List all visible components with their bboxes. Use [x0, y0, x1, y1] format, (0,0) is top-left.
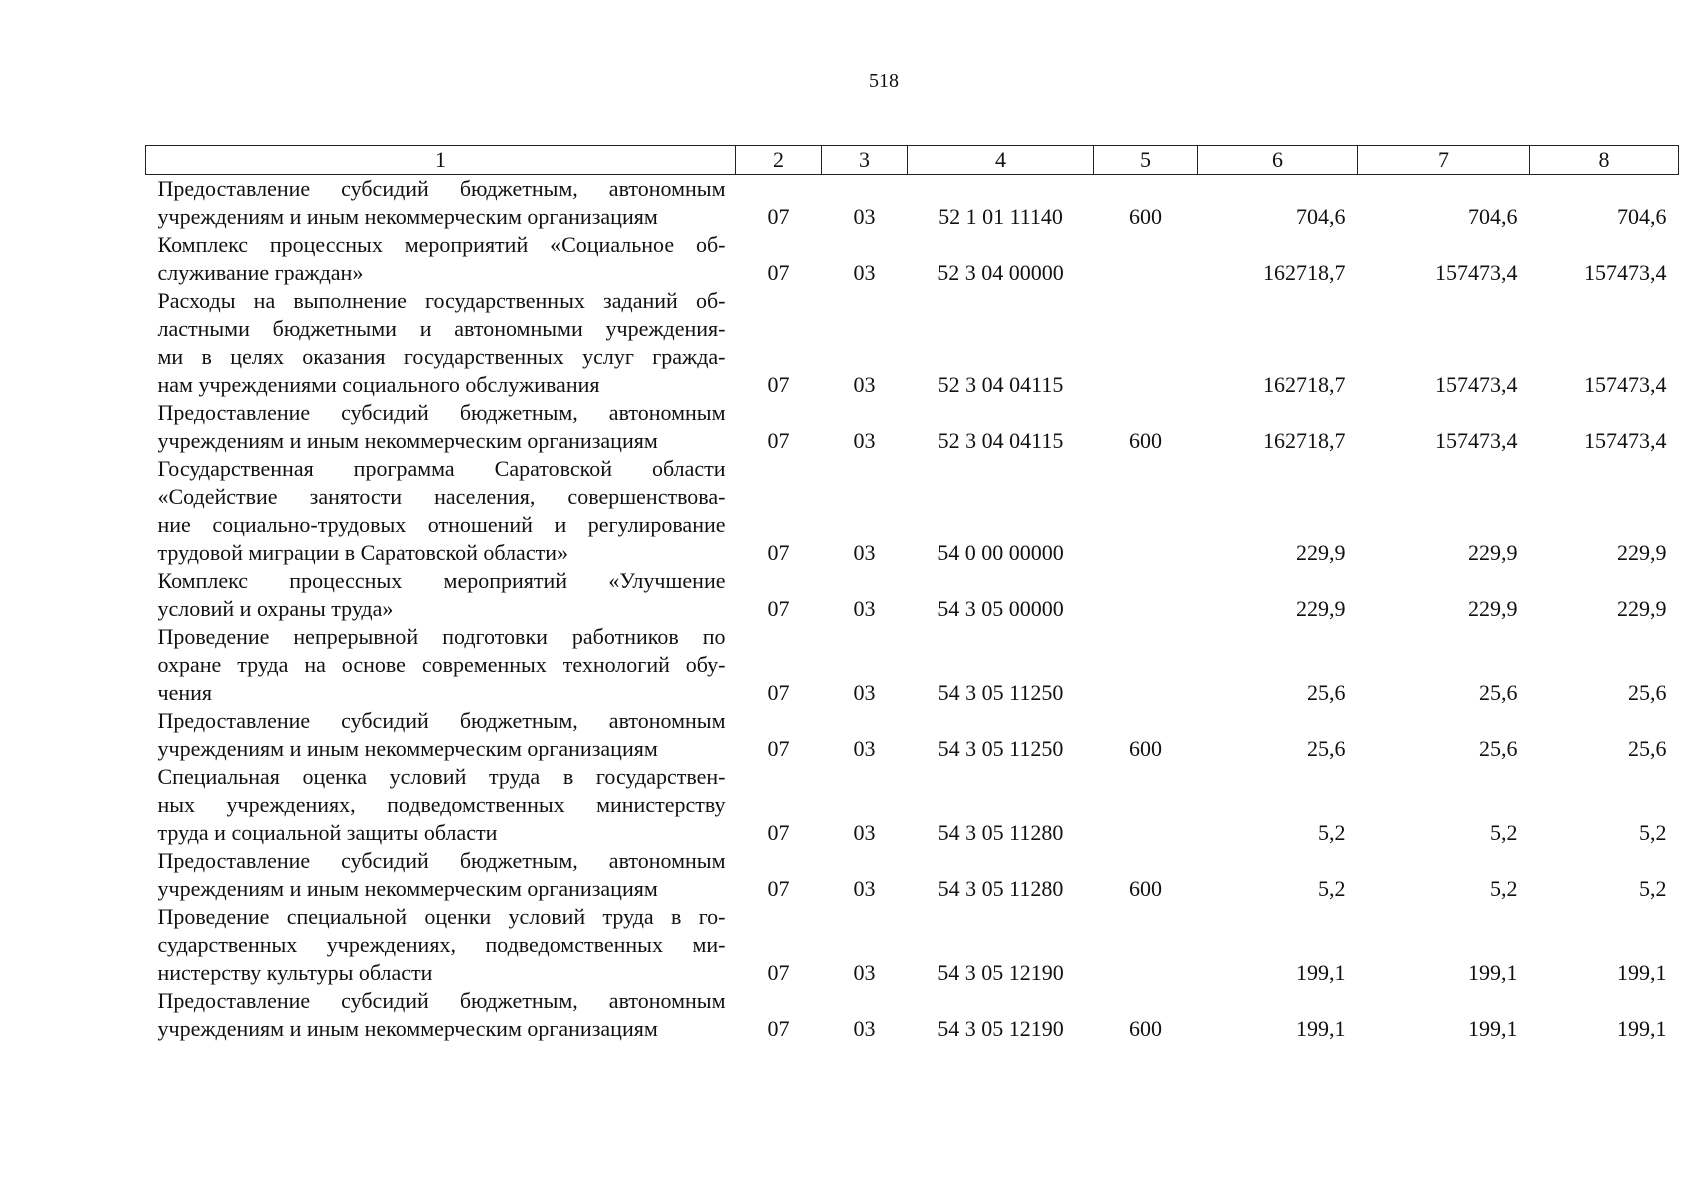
subsection-code: 03: [853, 428, 876, 453]
description-line: Комплекс процессных мероприятий «Социальное об-: [157, 232, 726, 257]
expense-type-code: [1094, 567, 1198, 623]
target-article-code: 52 3 04 04115: [937, 372, 1064, 397]
amount-col-7: 5,2: [1490, 820, 1518, 845]
table-row: [146, 707, 1679, 763]
header-row: [146, 146, 1679, 175]
expense-type-code: [1094, 455, 1198, 567]
section-code: 07: [767, 204, 790, 229]
table-row: [146, 231, 1679, 287]
description-line: учреждениям и иным некоммерческим организациям: [157, 876, 658, 901]
amount-col-8: 5,2: [1639, 820, 1667, 845]
expense-type-code: [1094, 903, 1198, 987]
amount-col-7: 157473,4: [1435, 428, 1518, 453]
amount-col-7: 199,1: [1468, 1016, 1518, 1041]
subsection-code: 03: [853, 960, 876, 985]
subsection-code: 03: [853, 596, 876, 621]
section-code: 07: [767, 260, 790, 285]
subsection-code: 03: [853, 876, 876, 901]
subsection-code: 03: [853, 204, 876, 229]
column-header: 6: [1198, 146, 1358, 175]
table-row: [146, 847, 1679, 903]
target-article-code: 54 3 05 12190: [937, 960, 1064, 985]
description-line: нистерству культуры области: [157, 960, 433, 985]
description-line: Комплекс процессных мероприятий «Улучшение: [157, 568, 726, 593]
amount-col-7: 157473,4: [1435, 260, 1518, 285]
row-description: [146, 567, 736, 623]
table-row: [146, 763, 1679, 847]
target-article-code: 54 3 05 11280: [937, 876, 1064, 901]
subsection-code: 03: [853, 260, 876, 285]
section-code: 07: [767, 1016, 790, 1041]
amount-col-6: 5,2: [1318, 820, 1346, 845]
section-code: 07: [767, 820, 790, 845]
target-article-code: 54 0 00 00000: [937, 540, 1064, 565]
target-article-code: 54 3 05 12190: [937, 1016, 1064, 1041]
table-row: [146, 175, 1679, 232]
row-description: [146, 399, 736, 455]
section-code: 07: [767, 372, 790, 397]
column-header: 1: [146, 146, 736, 175]
description-line: Проведение непрерывной подготовки работников по: [157, 624, 726, 649]
description-line: учреждениям и иным некоммерческим организациям: [157, 428, 658, 453]
amount-col-6: 5,2: [1318, 876, 1346, 901]
amount-col-8: 199,1: [1617, 1016, 1667, 1041]
row-description: [146, 987, 736, 1043]
row-description: [146, 287, 736, 399]
target-article-code: 54 3 05 00000: [937, 596, 1064, 621]
amount-col-6: 199,1: [1296, 1016, 1346, 1041]
description-line: Расходы на выполнение государственных заданий об-: [157, 288, 726, 313]
description-line: учреждениям и иным некоммерческим организациям: [157, 204, 658, 229]
amount-col-7: 199,1: [1468, 960, 1518, 985]
description-line: Предоставление субсидий бюджетным, автономным: [157, 988, 726, 1013]
subsection-code: 03: [853, 372, 876, 397]
amount-col-8: 5,2: [1639, 876, 1667, 901]
row-description: [146, 847, 736, 903]
subsection-code: 03: [853, 1016, 876, 1041]
column-header: 7: [1358, 146, 1530, 175]
subsection-code: 03: [853, 680, 876, 705]
expense-type-code: 600: [1129, 736, 1162, 761]
description-line: Предоставление субсидий бюджетным, автономным: [157, 176, 726, 201]
description-line: учреждениям и иным некоммерческим организациям: [157, 1016, 658, 1041]
amount-col-8: 157473,4: [1584, 372, 1667, 397]
target-article-code: 54 3 05 11250: [937, 680, 1064, 705]
description-line: труда и социальной защиты области: [157, 820, 498, 845]
table-body: [146, 175, 1679, 1044]
amount-col-8: 199,1: [1617, 960, 1667, 985]
expense-type-code: 600: [1129, 428, 1162, 453]
row-description: [146, 903, 736, 987]
budget-table: [145, 145, 1679, 1043]
expense-type-code: 600: [1129, 876, 1162, 901]
section-code: 07: [767, 876, 790, 901]
description-line: Проведение специальной оценки условий труда в го-: [157, 904, 726, 929]
amount-col-8: 704,6: [1617, 204, 1667, 229]
table-row: [146, 623, 1679, 707]
description-line: ластными бюджетными и автономными учреждения-: [157, 316, 726, 341]
description-line: Предоставление субсидий бюджетным, автономным: [157, 848, 726, 873]
amount-col-6: 162718,7: [1263, 372, 1346, 397]
amount-col-6: 25,6: [1307, 680, 1346, 705]
expense-type-code: [1094, 763, 1198, 847]
description-line: сударственных учреждениях, подведомственных ми-: [157, 932, 726, 957]
description-line: охране труда на основе современных технологий обу-: [157, 652, 726, 677]
amount-col-8: 25,6: [1628, 680, 1667, 705]
target-article-code: 52 1 01 11140: [938, 204, 1063, 229]
column-header: 2: [736, 146, 822, 175]
row-description: [146, 231, 736, 287]
table-row: [146, 987, 1679, 1043]
amount-col-6: 162718,7: [1263, 428, 1346, 453]
description-line: трудовой миграции в Саратовской области»: [157, 540, 568, 565]
page-number: 518: [869, 70, 899, 92]
amount-col-6: 704,6: [1296, 204, 1346, 229]
description-line: служивание граждан»: [157, 260, 364, 285]
column-header: 3: [822, 146, 908, 175]
amount-col-7: 704,6: [1468, 204, 1518, 229]
target-article-code: 52 3 04 00000: [937, 260, 1064, 285]
subsection-code: 03: [853, 540, 876, 565]
table-row: [146, 287, 1679, 399]
table-row: [146, 399, 1679, 455]
subsection-code: 03: [853, 736, 876, 761]
amount-col-7: 229,9: [1468, 540, 1518, 565]
section-code: 07: [767, 596, 790, 621]
amount-col-6: 25,6: [1307, 736, 1346, 761]
description-line: Предоставление субсидий бюджетным, автономным: [157, 400, 726, 425]
amount-col-6: 229,9: [1296, 540, 1346, 565]
description-line: Предоставление субсидий бюджетным, автономным: [157, 708, 726, 733]
description-line: Специальная оценка условий труда в государствен-: [157, 764, 726, 789]
amount-col-7: 5,2: [1490, 876, 1518, 901]
amount-col-8: 229,9: [1617, 596, 1667, 621]
row-description: [146, 623, 736, 707]
table-row: [146, 455, 1679, 567]
amount-col-7: 25,6: [1479, 680, 1518, 705]
description-line: ных учреждениях, подведомственных министерству: [157, 792, 726, 817]
table-row: [146, 567, 1679, 623]
amount-col-7: 157473,4: [1435, 372, 1518, 397]
description-line: условий и охраны труда»: [157, 596, 394, 621]
description-line: учреждениям и иным некоммерческим организациям: [157, 736, 658, 761]
column-header: 5: [1094, 146, 1198, 175]
amount-col-6: 199,1: [1296, 960, 1346, 985]
description-line: «Содействие занятости населения, совершенствова-: [157, 484, 726, 509]
amount-col-6: 229,9: [1296, 596, 1346, 621]
amount-col-8: 229,9: [1617, 540, 1667, 565]
section-code: 07: [767, 960, 790, 985]
description-line: нам учреждениями социального обслуживания: [157, 372, 600, 397]
amount-col-8: 25,6: [1628, 736, 1667, 761]
amount-col-7: 229,9: [1468, 596, 1518, 621]
section-code: 07: [767, 736, 790, 761]
expense-type-code: [1094, 287, 1198, 399]
section-code: 07: [767, 428, 790, 453]
amount-col-7: 25,6: [1479, 736, 1518, 761]
table-row: [146, 903, 1679, 987]
expense-type-code: 600: [1129, 1016, 1162, 1041]
amount-col-8: 157473,4: [1584, 260, 1667, 285]
description-line: ми в целях оказания государственных услуг гражда-: [157, 344, 726, 369]
description-line: ние социально-трудовых отношений и регулирование: [157, 512, 726, 537]
column-header: 4: [908, 146, 1094, 175]
expense-type-code: [1094, 623, 1198, 707]
target-article-code: 52 3 04 04115: [937, 428, 1064, 453]
description-line: чения: [157, 680, 212, 705]
row-description: [146, 175, 736, 232]
section-code: 07: [767, 540, 790, 565]
section-code: 07: [767, 680, 790, 705]
row-description: [146, 763, 736, 847]
amount-col-6: 162718,7: [1263, 260, 1346, 285]
target-article-code: 54 3 05 11250: [937, 736, 1064, 761]
column-header: 8: [1530, 146, 1679, 175]
subsection-code: 03: [853, 820, 876, 845]
row-description: [146, 455, 736, 567]
description-line: Государственная программа Саратовской области: [157, 456, 726, 481]
expense-type-code: [1094, 231, 1198, 287]
amount-col-8: 157473,4: [1584, 428, 1667, 453]
target-article-code: 54 3 05 11280: [937, 820, 1064, 845]
row-description: [146, 707, 736, 763]
expense-type-code: 600: [1129, 204, 1162, 229]
